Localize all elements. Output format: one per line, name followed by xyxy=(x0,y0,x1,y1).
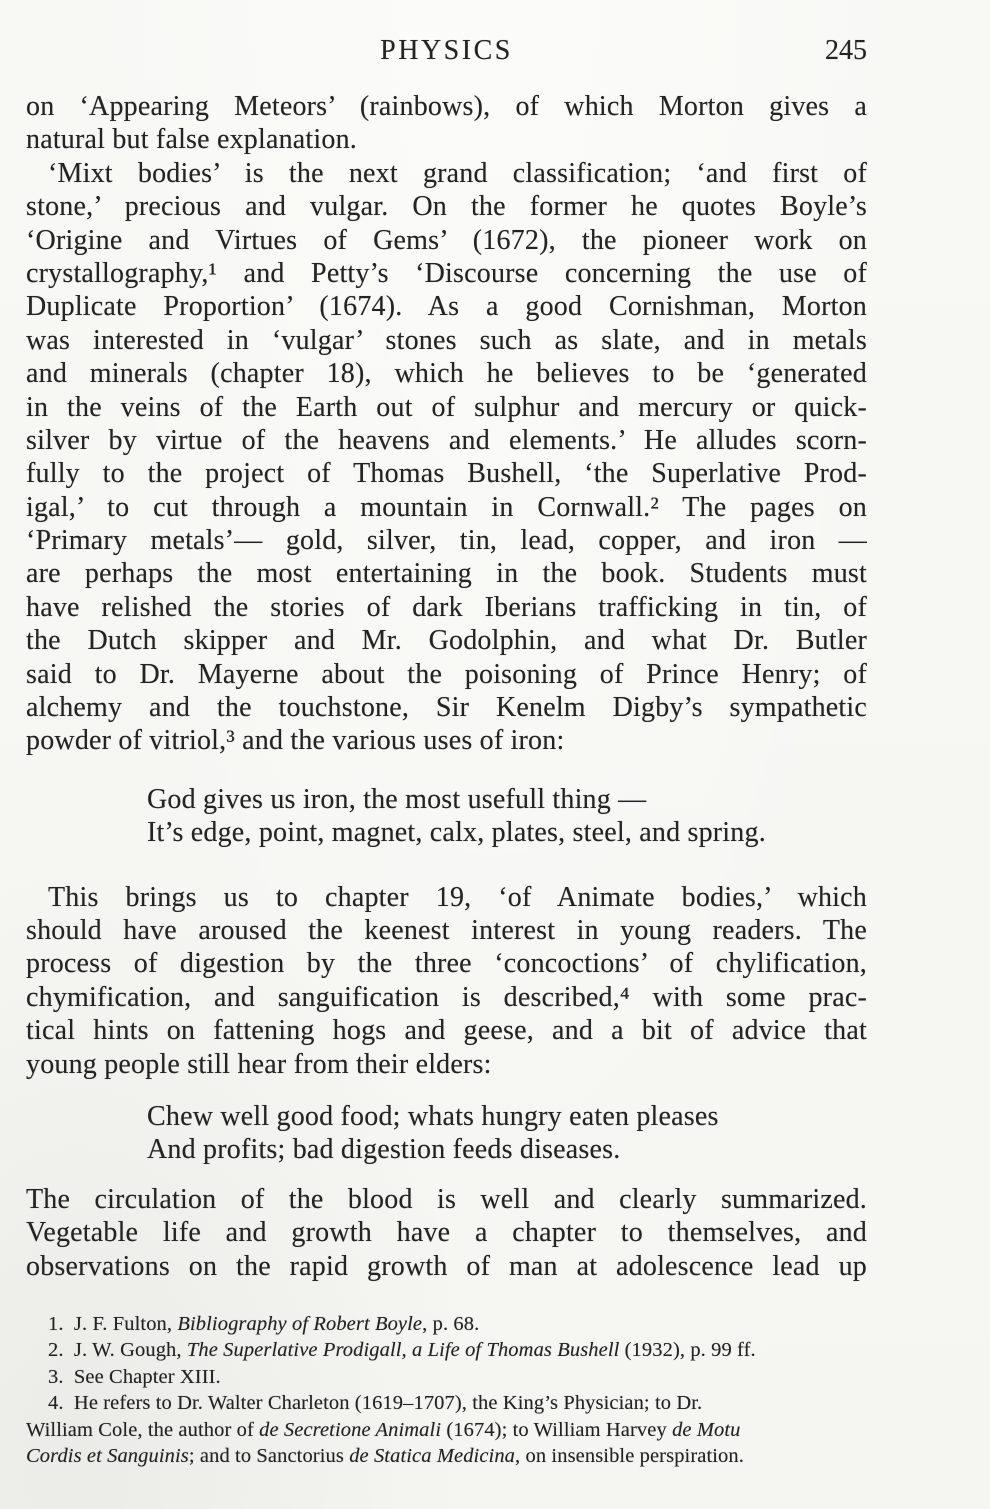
footnote-text: William Cole, the author of xyxy=(26,1418,260,1441)
footnote-4-line-3 xyxy=(26,1443,867,1470)
text-line: young people still hear from their elders: xyxy=(26,1048,492,1080)
footnote-text: 2. J. W. Gough, xyxy=(48,1339,187,1362)
text-line: powder of vitriol,³ and the various uses of iron: xyxy=(26,725,565,757)
text-line: The circulation of the blood is well and clearly summarized. xyxy=(26,1183,867,1215)
text-line: should have aroused the keenest interest in young readers. The xyxy=(26,914,867,946)
page-number: 245 xyxy=(825,35,867,66)
book-title: de Secretione Animali xyxy=(259,1418,442,1441)
verse-line: Chew well good food; whats hungry eaten pleases xyxy=(147,1100,719,1132)
text-line: the Dutch skipper and Mr. Godolphin, and what Dr. Butler xyxy=(26,625,867,657)
paragraph-4 xyxy=(26,1183,867,1283)
text-line: ‘Origine and Virtues of Gems’ (1672), the pioneer work on xyxy=(26,224,867,256)
verse-line: It’s edge, point, magnet, calx, plates, steel, and spring. xyxy=(147,817,766,849)
book-title: The Superlative Prodigall, a Life of Thomas Bushell xyxy=(186,1339,620,1362)
text-line: chymification, and sanguification is described,⁴ with some prac- xyxy=(26,981,867,1013)
book-title: Cordis et Sanguinis xyxy=(26,1445,189,1468)
text-line: Duplicate Proportion’ (1674). As a good Cornishman, Morton xyxy=(26,291,867,323)
footnote-text: ; and to Sanctorius xyxy=(188,1445,350,1468)
running-head: PHYSICS xyxy=(380,35,513,66)
footnote-text: , on insensible perspiration. xyxy=(515,1445,744,1468)
text-line: tical hints on fattening hogs and geese, and a bit of advice that xyxy=(26,1015,867,1047)
footnote-text: , p. 68. xyxy=(422,1312,480,1335)
text-line: alchemy and the touchstone, Sir Kenelm Digby’s sympathetic xyxy=(26,692,867,724)
text-line: are perhaps the most entertaining in the book. Students must xyxy=(26,558,867,590)
footnote-4-line-1 xyxy=(26,1390,867,1417)
text-line: ‘Mixt bodies’ is the next grand classification; ‘and first of xyxy=(48,157,867,189)
text-line: ‘Primary metals’— gold, silver, tin, lead, copper, and iron — xyxy=(26,525,867,557)
paragraph-3 xyxy=(26,881,867,1081)
text-line: process of digestion by the three ‘concoctions’ of chylification, xyxy=(26,948,867,980)
page-header xyxy=(26,31,867,71)
footnote-2 xyxy=(26,1337,867,1364)
verse-line: God gives us iron, the most usefull thing — xyxy=(147,783,647,815)
footnote-1 xyxy=(26,1311,867,1338)
footnote-text: 3. See Chapter XIII. xyxy=(48,1365,221,1388)
paragraph-1 xyxy=(26,90,867,157)
text-line: have relished the stories of dark Iberians trafficking in tin, of xyxy=(26,591,867,623)
text-line: said to Dr. Mayerne about the poisoning of Prince Henry; of xyxy=(26,658,867,690)
footnote-4-line-2 xyxy=(26,1417,867,1444)
footnote-text: 4. He refers to Dr. Walter Charleton (1619–1707), the King’s Physician; to Dr. xyxy=(48,1392,703,1415)
book-title: de Statica Medicina xyxy=(349,1445,516,1468)
footnote-text: (1674); to William Harvey xyxy=(441,1418,673,1441)
text-line: on ‘Appearing Meteors’ (rainbows), of which Morton gives a xyxy=(26,91,867,122)
text-line: natural but false explanation. xyxy=(26,124,357,156)
book-title: de Motu xyxy=(672,1418,741,1441)
text-line: observations on the rapid growth of man at adolescence lead up xyxy=(26,1250,867,1282)
text-line: igal,’ to cut through a mountain in Cornwall.² The pages on xyxy=(26,491,867,523)
text-line: This brings us to chapter 19, ‘of Animate bodies,’ which xyxy=(48,881,867,913)
text-line: in the veins of the Earth out of sulphur and mercury or quick- xyxy=(26,391,867,423)
text-line: silver by virtue of the heavens and elements.’ He alludes scorn- xyxy=(26,424,867,456)
verse-quote-2 xyxy=(147,1100,867,1167)
text-line: crystallography,¹ and Petty’s ‘Discourse concerning the use of xyxy=(26,257,867,289)
verse-quote-1 xyxy=(147,783,867,850)
text-line: Vegetable life and growth have a chapter to themselves, and xyxy=(26,1217,867,1249)
text-line: was interested in ‘vulgar’ stones such as slate, and in metals xyxy=(26,324,867,356)
footnote-text: (1932), p. 99 ff. xyxy=(619,1339,756,1362)
footnote-text: 1. J. F. Fulton, xyxy=(48,1312,178,1335)
book-title: Bibliography of Robert Boyle xyxy=(177,1312,423,1335)
footnote-3 xyxy=(26,1364,867,1391)
footnotes-section xyxy=(26,1311,867,1470)
text-line: fully to the project of Thomas Bushell, ‘the Superlative Prod- xyxy=(26,458,867,490)
text-line: stone,’ precious and vulgar. On the former he quotes Boyle’s xyxy=(26,191,867,223)
body-text xyxy=(26,90,867,1470)
text-line: and minerals (chapter 18), which he believes to be ‘generated xyxy=(26,358,867,390)
verse-line: And profits; bad digestion feeds diseases. xyxy=(147,1134,621,1166)
paragraph-2 xyxy=(26,157,867,758)
